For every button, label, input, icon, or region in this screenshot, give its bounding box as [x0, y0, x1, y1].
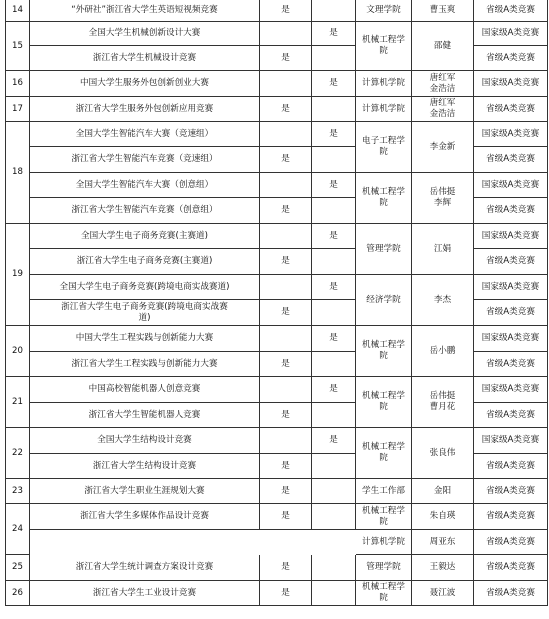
competition-level: 省级A类竞赛 — [474, 504, 548, 530]
competition-level: 省级A类竞赛 — [474, 300, 548, 326]
competition-name: 浙江省大学生工业设计竞赛 — [30, 581, 260, 606]
provincial-mark: 是 — [260, 454, 312, 479]
competition-level: 省级A类竞赛 — [474, 479, 548, 504]
competition-level: 国家级A类竞赛 — [474, 173, 548, 198]
row-number: 23 — [5, 479, 30, 504]
competition-name: 全国大学生结构设计竞赛 — [30, 428, 260, 454]
national-mark: 是 — [312, 122, 356, 147]
college-name: 机械工程学院 — [356, 428, 412, 479]
national-mark: 是 — [312, 377, 356, 403]
competition-level: 国家级A类竞赛 — [474, 428, 548, 454]
competition-name: 浙江省大学生服务外包创新应用竞赛 — [30, 97, 260, 122]
national-mark: 是 — [312, 428, 356, 454]
teacher-name: 李金新 — [412, 122, 474, 173]
competition-name: 中国大学生工程实践与创新能力大赛 — [30, 326, 260, 352]
teacher-name: 岳伟挺 李辉 — [412, 173, 474, 224]
competition-name: 全国大学生智能汽车大赛（竞速组） — [30, 122, 260, 147]
teacher-name: 岳伟挺 曹月花 — [412, 377, 474, 428]
row-number: 22 — [5, 428, 30, 479]
national-mark — [312, 479, 356, 504]
national-mark: 是 — [312, 275, 356, 300]
college-name: 计算机学院 — [356, 97, 412, 122]
college-name: 机械工程学院 — [356, 581, 412, 606]
competition-level: 国家级A类竞赛 — [474, 275, 548, 300]
provincial-mark: 是 — [260, 0, 312, 22]
provincial-mark — [260, 224, 312, 249]
provincial-mark — [260, 275, 312, 300]
provincial-mark: 是 — [260, 403, 312, 428]
college-name: 机械工程学院 — [356, 173, 412, 224]
row-number: 15 — [5, 22, 30, 71]
provincial-mark: 是 — [260, 352, 312, 377]
competition-name: 全国大学生机械创新设计大赛 — [30, 22, 260, 46]
national-mark — [312, 454, 356, 479]
competition-name: 浙江省大学生智能汽车竞赛（竞速组） — [30, 147, 260, 173]
provincial-mark: 是 — [260, 97, 312, 122]
provincial-mark — [260, 326, 312, 352]
competition-level: 省级A类竞赛 — [474, 555, 548, 581]
competition-name: 全国大学生电子商务竞赛(主赛道) — [30, 224, 260, 249]
provincial-mark — [260, 377, 312, 403]
national-mark — [312, 0, 356, 22]
competition-level: 省级A类竞赛 — [474, 97, 548, 122]
competition-level: 国家级A类竞赛 — [474, 22, 548, 46]
college-name: 机械工程学院 — [356, 377, 412, 428]
competition-level: 省级A类竞赛 — [474, 198, 548, 224]
row-number: 20 — [5, 326, 30, 377]
college-name: 管理学院 — [356, 224, 412, 275]
provincial-mark: 是 — [260, 46, 312, 71]
competition-level: 国家级A类竞赛 — [474, 224, 548, 249]
provincial-mark — [260, 428, 312, 454]
national-mark: 是 — [312, 173, 356, 198]
college-name: 电子工程学院 — [356, 122, 412, 173]
teacher-name: 曹玉爽 — [412, 0, 474, 22]
college-name: 机械工程学院 — [356, 504, 412, 530]
competition-name: 浙江省大学生电子商务竞赛(主赛道) — [30, 249, 260, 275]
competition-level: 省级A类竞赛 — [474, 0, 548, 22]
row-number: 14 — [5, 0, 30, 22]
row-number: 16 — [5, 71, 30, 97]
national-mark — [312, 198, 356, 224]
row-number: 18 — [5, 122, 30, 224]
row-number: 25 — [5, 555, 30, 581]
provincial-mark: 是 — [260, 147, 312, 173]
row-number: 26 — [5, 581, 30, 606]
competition-level: 省级A类竞赛 — [474, 249, 548, 275]
national-mark — [312, 300, 356, 326]
competition-name: 浙江省大学生机械设计竞赛 — [30, 46, 260, 71]
national-mark — [312, 147, 356, 173]
teacher-name: 金阳 — [412, 479, 474, 504]
row-number: 17 — [5, 97, 30, 122]
teacher-name: 聂江波 — [412, 581, 474, 606]
provincial-mark — [260, 122, 312, 147]
provincial-mark: 是 — [260, 300, 312, 326]
competition-level: 国家级A类竞赛 — [474, 122, 548, 147]
teacher-name: 唐红军 金浩洁 — [412, 97, 474, 122]
competition-name: 全国大学生智能汽车大赛（创意组） — [30, 173, 260, 198]
competition-level: 国家级A类竞赛 — [474, 326, 548, 352]
teacher-name: 唐红军 金浩洁 — [412, 71, 474, 97]
teacher-name: 朱自瑛 — [412, 504, 474, 530]
competition-level: 省级A类竞赛 — [474, 46, 548, 71]
teacher-name: 邵健 — [412, 22, 474, 71]
provincial-mark: 是 — [260, 555, 312, 581]
competition-level: 国家级A类竞赛 — [474, 71, 548, 97]
competition-name: 中国大学生服务外包创新创业大赛 — [30, 71, 260, 97]
national-mark — [312, 555, 356, 581]
national-mark — [312, 46, 356, 71]
row-number: 21 — [5, 377, 30, 428]
provincial-mark — [260, 71, 312, 97]
college-name: 学生工作部 — [356, 479, 412, 504]
competition-name: 浙江省大学生结构设计竞赛 — [30, 454, 260, 479]
college-name: 计算机学院 — [356, 530, 412, 555]
competition-name: 浙江省大学生智能机器人竞赛 — [30, 403, 260, 428]
provincial-mark: 是 — [260, 504, 312, 530]
national-mark — [312, 249, 356, 275]
competition-name: 浙江省大学生电子商务竞赛(跨境电商实战赛 道) — [30, 300, 260, 326]
provincial-mark: 是 — [260, 581, 312, 606]
competition-name: 浙江省大学生多媒体作品设计竞赛 — [30, 504, 260, 530]
college-name: 计算机学院 — [356, 71, 412, 97]
competition-level: 省级A类竞赛 — [474, 352, 548, 377]
college-name: 机械工程学院 — [356, 326, 412, 377]
teacher-name: 岳小鹏 — [412, 326, 474, 377]
teacher-name: 李杰 — [412, 275, 474, 326]
national-mark: 是 — [312, 224, 356, 249]
competition-level: 国家级A类竞赛 — [474, 377, 548, 403]
competition-level: 省级A类竞赛 — [474, 530, 548, 555]
competition-name: 浙江省大学生统计调查方案设计竞赛 — [30, 555, 260, 581]
national-mark: 是 — [312, 71, 356, 97]
row-number: 19 — [5, 224, 30, 326]
national-mark — [312, 97, 356, 122]
teacher-name: 张良伟 — [412, 428, 474, 479]
competition-level: 省级A类竞赛 — [474, 454, 548, 479]
provincial-mark: 是 — [260, 198, 312, 224]
national-mark — [312, 581, 356, 606]
teacher-name: 周亚东 — [412, 530, 474, 555]
college-name: 机械工程学院 — [356, 22, 412, 71]
college-name: 经济学院 — [356, 275, 412, 326]
national-mark — [312, 352, 356, 377]
teacher-name: 江娟 — [412, 224, 474, 275]
college-name: 文理学院 — [356, 0, 412, 22]
provincial-mark: 是 — [260, 479, 312, 504]
national-mark: 是 — [312, 22, 356, 46]
provincial-mark — [260, 173, 312, 198]
teacher-name: 王毅达 — [412, 555, 474, 581]
competition-level: 省级A类竞赛 — [474, 147, 548, 173]
competition-name: 浙江省大学生智能汽车竞赛（创意组） — [30, 198, 260, 224]
competition-name: 全国大学生电子商务竞赛(跨境电商实战赛道) — [30, 275, 260, 300]
provincial-mark — [260, 22, 312, 46]
competition-name: 浙江省大学生职业生涯规划大赛 — [30, 479, 260, 504]
row-number: 24 — [5, 504, 30, 555]
competition-name: 浙江省大学生工程实践与创新能力大赛 — [30, 352, 260, 377]
competition-level: 省级A类竞赛 — [474, 581, 548, 606]
competition-name: 中国高校智能机器人创意竞赛 — [30, 377, 260, 403]
national-mark: 是 — [312, 326, 356, 352]
college-name: 管理学院 — [356, 555, 412, 581]
national-mark — [312, 504, 356, 530]
competition-name: “外研社”浙江省大学生英语短视频竞赛 — [30, 0, 260, 22]
national-mark — [312, 403, 356, 428]
provincial-mark: 是 — [260, 249, 312, 275]
competition-level: 省级A类竞赛 — [474, 403, 548, 428]
